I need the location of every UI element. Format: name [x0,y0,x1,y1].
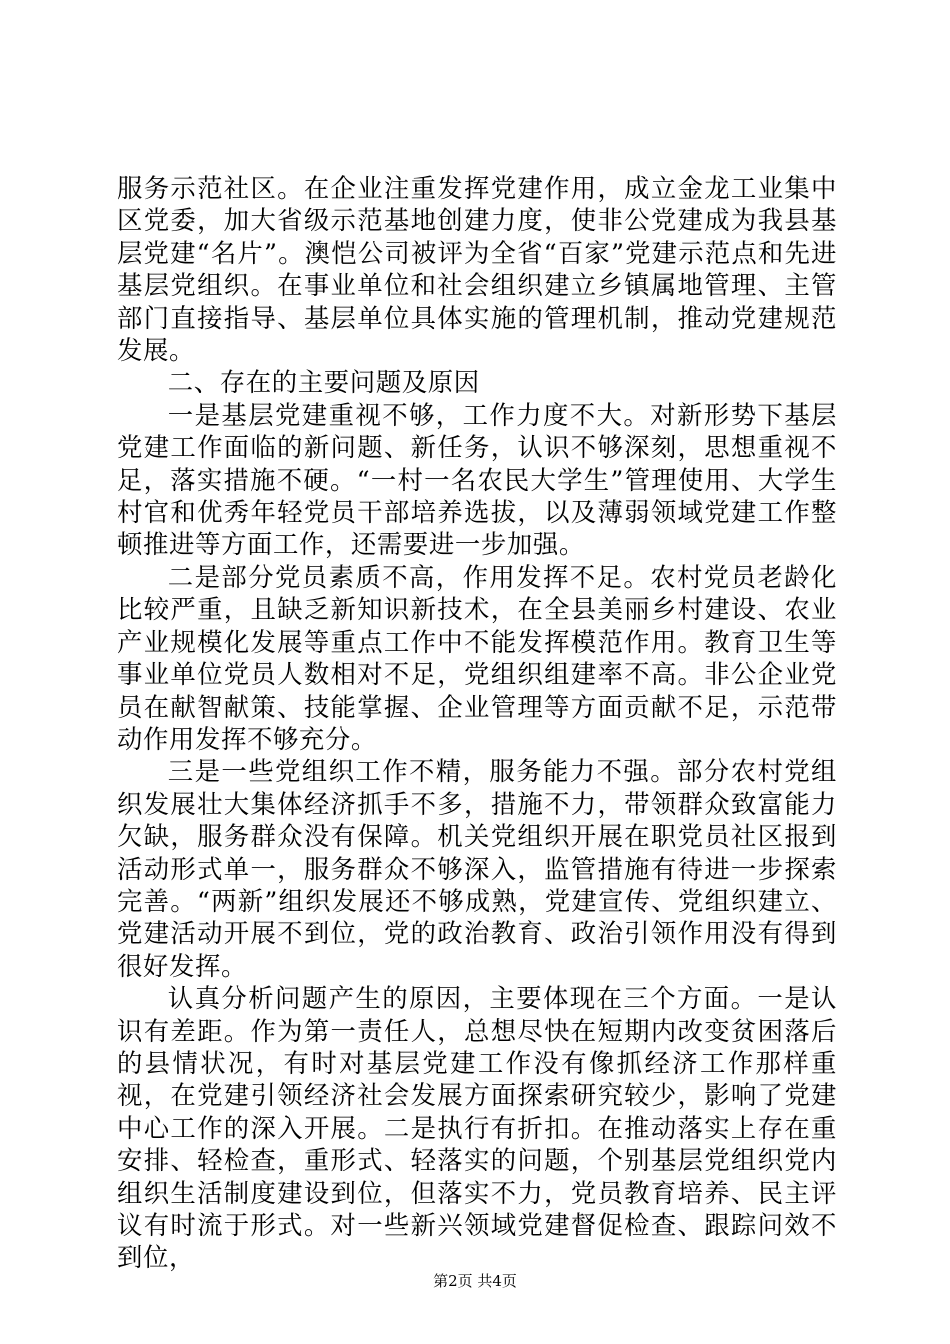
document-body [117,172,837,1274]
paragraph-cause-analysis: 认真分析问题产生的原因，主要体现在三个方面。一是认识有差距。作为第一责任人，总想尽快在短期内改变贫困落后的县情状况，有时对基层党建工作没有像抓经济工作那样重视，在党建引领经济社会发展方面探索研究较少，影响了党建中心工作的深入开展。二是执行有折扣。在推动落实上存在重安排、轻检查，重形式、轻落实的问题，个别基层党组织党内组织生活制度建设到位，但落实不力，党员教育培养、民主评议有时流于形式。对一些新兴领域党建督促检查、跟踪问效不到位， [117,983,837,1273]
page-footer [0,1271,950,1291]
paragraph-continuation: 服务示范社区。在企业注重发挥党建作用，成立金龙工业集中区党委，加大省级示范基地创建力度，使非公党建成为我县基层党建“名片”。澳恺公司被评为全省“百家”党建示范点和先进基层党组织。在事业单位和社会组织建立乡镇属地管理、主管部门直接指导、基层单位具体实施的管理机制，推动党建规范发展。 [117,173,837,366]
page-number: 第2页 共4页 [433,1272,517,1290]
paragraph-problem-three: 三是一些党组织工作不精，服务能力不强。部分农村党组织发展壮大集体经济抓手不多，措施不力，带领群众致富能力欠缺，服务群众没有保障。机关党组织开展在职党员社区报到活动形式单一，服务群众不够深入，监管措施有待进一步探索完善。“两新”组织发展还不够成熟，党建宣传、党组织建立、党建活动开展不到位，党的政治教育、政治引领作用没有得到很好发挥。 [117,756,837,981]
paragraph-problem-one: 一是基层党建重视不够，工作力度不大。对新形势下基层党建工作面临的新问题、新任务，认识不够深刻，思想重视不足，落实措施不硬。“一村一名农民大学生”管理使用、大学生村官和优秀年轻党员干部培养选拔，以及薄弱领域党建工作整顿推进等方面工作，还需要进一步加强。 [117,399,837,560]
paragraph-problem-two: 二是部分党员素质不高，作用发挥不足。农村党员老龄化比较严重，且缺乏新知识新技术，在全县美丽乡村建设、农业产业规模化发展等重点工作中不能发挥模范作用。教育卫生等事业单位党员人数相对不足，党组织组建率不高。非公企业党员在献智献策、技能掌握、企业管理等方面贡献不足，示范带动作用发挥不够充分。 [117,561,837,754]
section-heading: 二、存在的主要问题及原因 [167,367,480,398]
